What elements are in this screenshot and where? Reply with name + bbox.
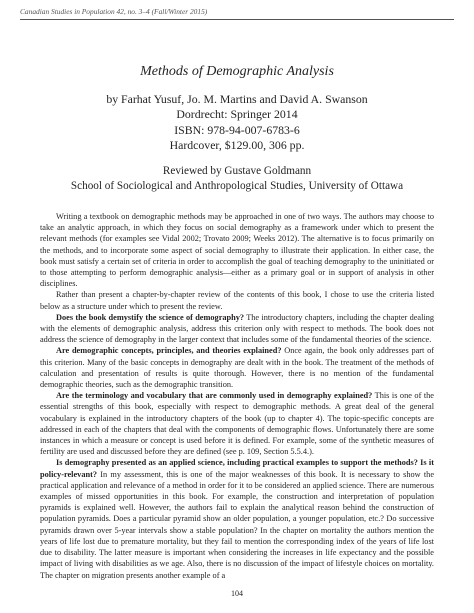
paragraph-text: In my assessment, this is one of the major weaknesses of this book. It is necessary to show the practical application and relevance of a method in order for it to be considered an applied science. There are numerous examples of missed opportunities in this book. For example, the construction and interpretation of population pyramids is explained well. However, the authors fail to explain the analytical reason behind the construction of population pyramids. Does a particular pyramid show an older population, a younger population, etc.? Do successive pyramids drawn over 5-year intervals show a stable population? In the chapter on mortality the authors mention the years of life lost due to premature mortality, but they fail to mention the corresponding index of the years of life lost due to disability. The latter measure is important when considering the increases in life expectancy and the possible impact of living with disabilities as we age. Also, there is no discussion of the impact of lifestyle choices on mortality. The chapter on migration presents another example of a bbox=[40, 469, 434, 580]
reviewer-name: Reviewed by Gustave Goldmann bbox=[162, 165, 312, 177]
book-publisher: Dordrecht: Springer 2014 bbox=[176, 107, 298, 122]
review-body bbox=[40, 211, 434, 581]
paragraph-text: Rather than present a chapter-by-chapter review of the contents of this book, I chose to use the criteria listed below as a structure under which to present the review. bbox=[40, 290, 434, 311]
paragraph-text: Writing a textbook on demographic methods may be approached in one of two ways. The authors may choose to take an analytic approach, in which they focus on social demography as a framework under which to present the relevant methods (for examples see Vidal 2002; Trovato 2009; Weeks 2012). The alternative is to focus primarily on the methods, and to incorporate some aspect of social demography to illustrate their application. In either case, the book must satisfy a certain set of criteria in order to accomplish the goal of teaching demography to the uninitiated or to those attempting to perform demographic analysis—either as a primary goal or in support of analysis in other disciplines. bbox=[40, 212, 434, 289]
book-meta bbox=[0, 92, 474, 153]
paragraph bbox=[40, 457, 434, 580]
paragraph-text: Once again, the book only addresses part of this criterion. Many of the basic concepts in demography are dealt with in the book. The treatment of the methods of calculation and presentation of results is quite thorough. However, there is no mention of the fundamental demographic theories, such as the demographic transition. bbox=[40, 346, 434, 390]
book-price: Hardcover, $129.00, 306 pp. bbox=[169, 137, 305, 152]
paragraph bbox=[40, 312, 434, 346]
paragraph bbox=[40, 390, 434, 457]
book-authors: by Farhat Yusuf, Jo. M. Martins and David A. Swanson bbox=[106, 92, 368, 106]
review-title: Methods of Demographic Analysis bbox=[140, 64, 334, 79]
paragraph bbox=[40, 211, 434, 289]
paragraph bbox=[40, 289, 434, 311]
header-rule bbox=[20, 19, 454, 20]
paragraph-lead: Are demographic concepts, principles, and theories explained? bbox=[56, 346, 282, 356]
running-head: Canadian Studies in Population 42, no. 3–4 (Fall/Winter 2015) bbox=[20, 7, 208, 16]
paragraph-lead: Does the book demystify the science of demography? bbox=[56, 312, 245, 322]
paragraph-lead: Is demography presented as an applied science, including practical examples to support the methods? Is it policy-relevant? bbox=[40, 458, 434, 479]
paragraph-lead: Are the terminology and vocabulary that are commonly used in demography explained? bbox=[56, 391, 373, 401]
reviewer-affiliation: School of Sociological and Anthropological Studies, University of Ottawa bbox=[70, 180, 404, 192]
paragraph bbox=[40, 345, 434, 390]
paragraph-text: This is one of the essential strengths of this book, especially with respect to demographic methods. A great deal of the general vocabulary is explained in the introductory chapters of the book (up to chapter 4). The topic-specific concepts are addressed in each of the chapters that deal with the components of demographic flows. Unfortunately there are some instances in which a measure or concept is used before it is defined. For example, some of the synthetic measures of fertility are used and discussed before they are defined (see p. 109, Section 5.5.4.). bbox=[40, 391, 434, 457]
reviewer-block bbox=[0, 164, 474, 194]
page-number: 104 bbox=[231, 589, 243, 598]
paragraph-text: The introductory chapters, including the chapter dealing with the elements of demographic analysis, address this criterion only with respect to methods. The book does not address the science of demography in the larger context that includes some of the fundamental theories of the science. bbox=[40, 312, 434, 345]
book-isbn: ISBN: 978-94-007-6783-6 bbox=[174, 122, 300, 137]
